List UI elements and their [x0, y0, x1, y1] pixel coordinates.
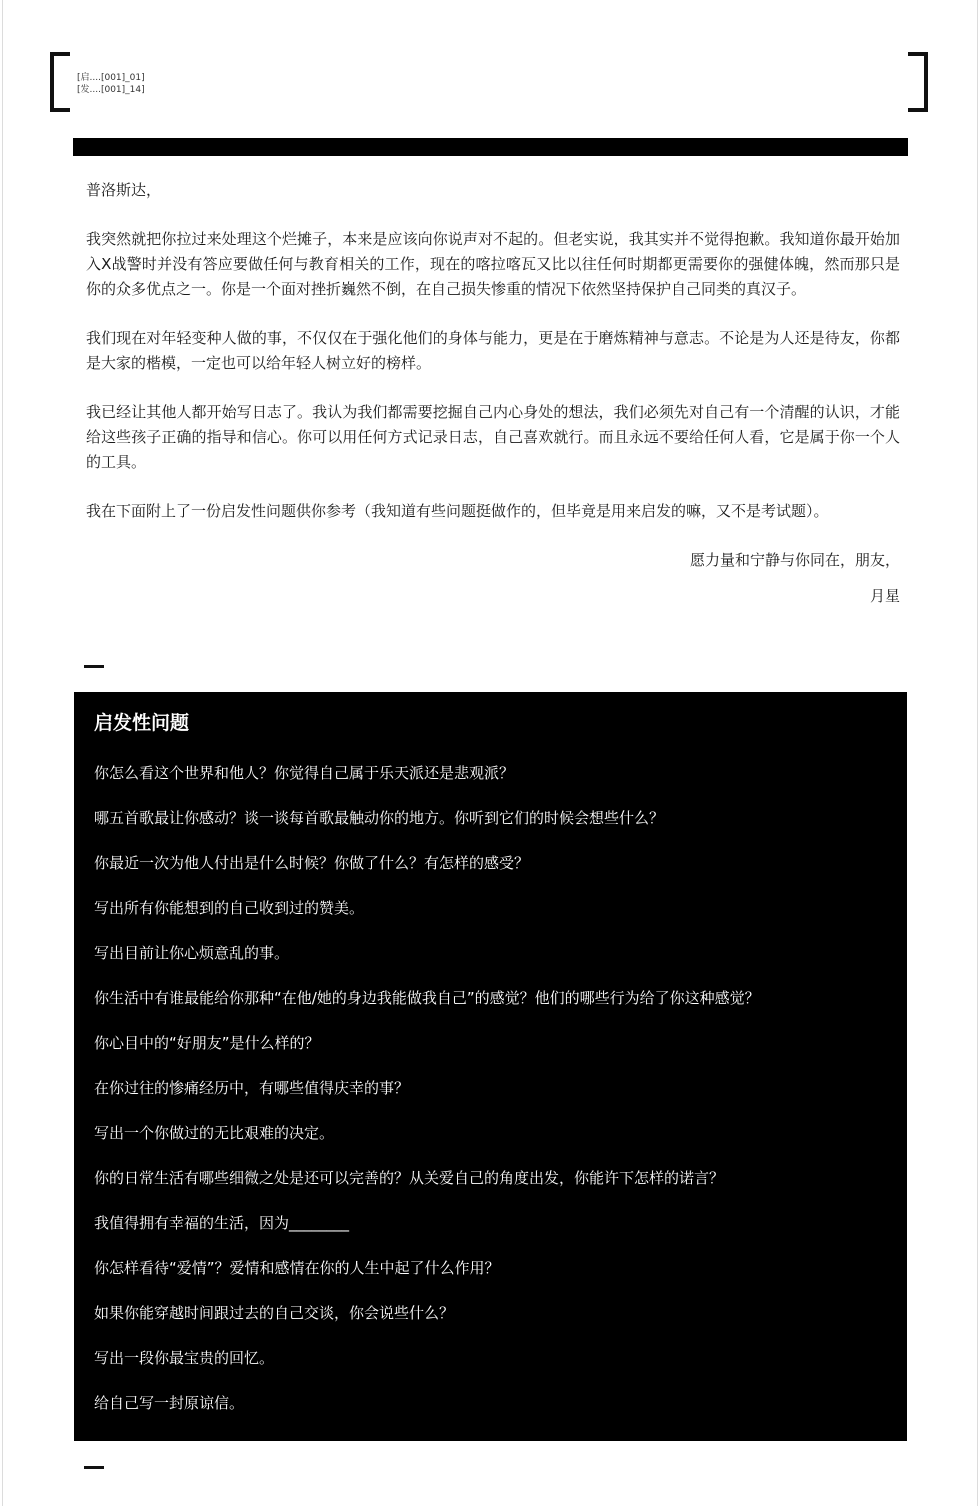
letter-signature: 月星: [869, 587, 900, 605]
document-code-2: [发....[001]_14]: [77, 85, 145, 95]
corner-bracket-top-left: [50, 52, 70, 112]
question-item: 我值得拥有幸福的生活，因为________: [94, 1214, 350, 1232]
questions-box: [74, 692, 907, 1441]
section-dash-bottom: [84, 1466, 104, 1469]
question-item: 你心目中的“好朋友”是什么样的？: [94, 1034, 320, 1052]
question-item: 给自己写一封原谅信。: [94, 1394, 245, 1412]
question-item: 你最近一次为他人付出是什么时候？你做了什么？有怎样的感受？: [94, 854, 530, 872]
right-edge-line: [977, 0, 978, 1506]
header-bar: [73, 138, 908, 156]
letter-paragraph-2: 我们现在对年轻变种人做的事，不仅仅在于强化他们的身体与能力，更是在于磨炼精神与意志。不论是为人还是待友，你都是大家的楷模，一定也可以给年轻人树立好的榜样。: [86, 329, 900, 372]
question-item: 写出一个你做过的无比艰难的决定。: [94, 1124, 335, 1142]
letter-paragraph-4: 我在下面附上了一份启发性问题供你参考（我知道有些问题挺做作的，但毕竟是用来启发的嘛，又不是考试题）。: [86, 502, 829, 520]
question-item: 在你过往的惨痛经历中，有哪些值得庆幸的事？: [94, 1079, 410, 1097]
question-item: 如果你能穿越时间跟过去的自己交谈，你会说些什么？: [94, 1304, 455, 1322]
question-item: 哪五首歌最让你感动？谈一谈每首歌最触动你的地方。你听到它们的时候会想些什么？: [94, 809, 665, 827]
question-item: 你怎么看这个世界和他人？你觉得自己属于乐天派还是悲观派？: [94, 764, 515, 782]
left-edge-line: [2, 0, 3, 1506]
document-codes: [77, 72, 145, 96]
question-item: 写出所有你能想到的自己收到过的赞美。: [94, 899, 365, 917]
letter-paragraph-1: 我突然就把你拉过来处理这个烂摊子，本来是应该向你说声对不起的。但老实说，我其实并不觉得抱歉。我知道你最开始加入X战警时并没有答应要做任何与教育相关的工作，现在的喀拉喀瓦又比以往任何时期都更需要你的强健体魄，然而那只是你的众多优点之一。你是一个面对挫折巍然不倒，在自己损失惨重的情况下依然坚持保护自己同类的真汉子。: [86, 230, 900, 298]
questions-list: [94, 762, 884, 1437]
letter-paragraph-3: 我已经让其他人都开始写日志了。我认为我们都需要挖掘自己内心身处的想法，我们必须先对自己有一个清醒的认识，才能给这些孩子正确的指导和信心。你可以用任何方式记录日志，自己喜欢就行。而且永远不要给任何人看，它是属于你一个人的工具。: [86, 403, 900, 471]
questions-title: 启发性问题: [94, 712, 190, 734]
letter-greeting: 普洛斯达，: [86, 181, 162, 199]
letter-body: [86, 178, 900, 620]
question-item: 你生活中有谁最能给你那种“在他/她的身边我能做我自己”的感觉？他们的哪些行为给了你这种感觉？: [94, 989, 760, 1007]
letter-closing: 愿力量和宁静与你同在，朋友，: [689, 551, 900, 569]
section-dash-top: [84, 665, 104, 668]
document-code-1: [启....[001]_01]: [77, 73, 145, 83]
question-item: 写出目前让你心烦意乱的事。: [94, 944, 290, 962]
question-item: 写出一段你最宝贵的回忆。: [94, 1349, 275, 1367]
question-item: 你怎样看待“爱情”？爱情和感情在你的人生中起了什么作用？: [94, 1259, 500, 1277]
corner-bracket-top-right: [908, 52, 928, 112]
question-item: 你的日常生活有哪些细微之处是还可以完善的？从关爱自己的角度出发，你能许下怎样的诺言？: [94, 1169, 725, 1187]
